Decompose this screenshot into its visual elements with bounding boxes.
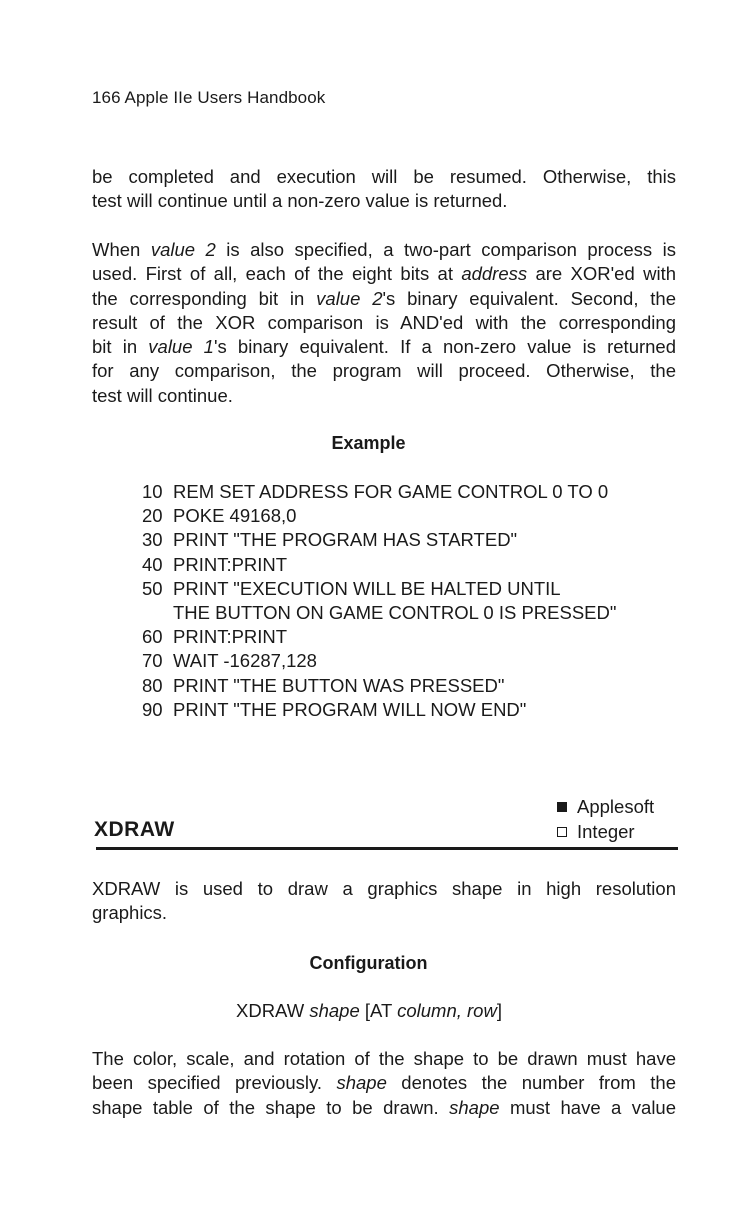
text-line: test will continue until a non-zero value is returned. [92, 190, 508, 212]
code-line [142, 625, 616, 649]
code-text: REM SET ADDRESS FOR GAME CONTROL 0 TO 0 [173, 481, 609, 502]
code-text: PRINT "EXECUTION WILL BE HALTED UNTIL [173, 577, 561, 599]
section-divider [96, 847, 678, 850]
code-text: PRINT "THE BUTTON WAS PRESSED" [173, 674, 505, 696]
example-heading: Example [331, 433, 406, 453]
text-run: [AT [359, 1000, 398, 1021]
code-line [142, 577, 616, 601]
paragraph-shape [92, 1047, 676, 1120]
italic-term: column, row [397, 1000, 497, 1021]
line-number: 70 [142, 650, 163, 672]
paragraph-comparison [92, 238, 676, 408]
line-number: 80 [142, 674, 163, 696]
availability-tags [557, 795, 654, 844]
code-line [142, 698, 616, 722]
text-line [92, 287, 676, 311]
text-run: been specified previously. [92, 1072, 337, 1094]
code-line [142, 601, 616, 625]
line-number: 10 [142, 481, 163, 502]
text-run: denotes the number from the [386, 1072, 676, 1094]
empty-square-icon [557, 827, 567, 837]
code-text: PRINT "THE PROGRAM WILL NOW END" [173, 698, 527, 720]
text-run: must have a value [499, 1096, 677, 1118]
text-line [92, 262, 676, 286]
code-line [142, 504, 616, 528]
italic-term: value 2 [316, 287, 383, 309]
text-line: for any comparison, the program will proceed. Otherwise, the [92, 360, 676, 382]
tag-label: Applesoft [577, 796, 655, 817]
text-line: be completed and execution will be resumed. Otherwise, this [92, 166, 676, 187]
code-text: POKE 49168,0 [173, 505, 297, 527]
line-number: 40 [142, 553, 163, 575]
filled-square-icon [557, 802, 567, 812]
code-text: PRINT:PRINT [173, 626, 288, 648]
text-run: are XOR'ed with [527, 263, 676, 285]
italic-term: shape [309, 1000, 360, 1021]
text-line: result of the XOR comparison is AND'ed with the corresponding [92, 311, 676, 333]
text-line: graphics. [92, 902, 168, 924]
text-run: When [92, 239, 151, 260]
running-head: 166 Apple IIe Users Handbook [92, 88, 326, 107]
text-run: is also specified, a two-part comparison process is [215, 239, 677, 260]
text-run: ] [496, 1000, 502, 1021]
code-line [142, 553, 616, 577]
tag-label: Integer [577, 820, 635, 842]
line-number: 30 [142, 529, 163, 551]
code-line [142, 674, 616, 698]
text-line: test will continue. [92, 384, 233, 406]
text-run: the corresponding bit in [92, 287, 317, 309]
line-number [142, 601, 173, 625]
line-number: 60 [142, 626, 163, 648]
paragraph-intro [92, 877, 676, 926]
code-text: PRINT "THE PROGRAM HAS STARTED" [173, 529, 518, 551]
line-number: 90 [142, 698, 163, 720]
configuration-syntax [236, 1000, 502, 1022]
code-line [142, 480, 616, 504]
tag-applesoft [557, 795, 654, 820]
line-number: 20 [142, 505, 163, 527]
text-line [92, 238, 676, 262]
section-title: XDRAW [94, 818, 175, 841]
line-number: 50 [142, 577, 163, 599]
italic-term: address [461, 263, 528, 285]
text-line [92, 1071, 676, 1095]
text-run: shape table of the shape to be drawn. [92, 1096, 450, 1118]
tag-integer [557, 820, 654, 845]
code-line [142, 649, 616, 673]
text-run: used. First of all, each of the eight bits at [92, 263, 462, 285]
code-listing [142, 480, 616, 722]
text-run: XDRAW [236, 1000, 310, 1021]
code-text: PRINT:PRINT [173, 553, 288, 575]
italic-term: shape [449, 1096, 500, 1118]
text-run: 's binary equivalent. Second, the [382, 287, 676, 309]
text-line [92, 1096, 676, 1120]
text-run: 's binary equivalent. If a non-zero value is returned [213, 336, 677, 358]
code-line [142, 528, 616, 552]
italic-term: shape [336, 1072, 387, 1094]
text-line: XDRAW is used to draw a graphics shape in high resolution [92, 878, 676, 899]
text-line [92, 335, 676, 359]
italic-term: value 1 [148, 336, 214, 358]
code-text: THE BUTTON ON GAME CONTROL 0 IS PRESSED" [173, 602, 617, 624]
code-text: WAIT -16287,128 [173, 650, 317, 672]
italic-term: value 2 [150, 239, 216, 260]
paragraph-continuation [92, 165, 676, 214]
text-run: bit in [92, 336, 149, 358]
text-line: The color, scale, and rotation of the shape to be drawn must have [92, 1048, 676, 1069]
configuration-heading: Configuration [309, 953, 428, 973]
